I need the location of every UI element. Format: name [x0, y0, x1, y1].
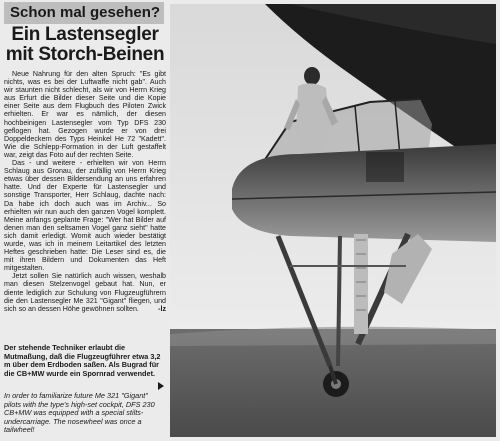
body-paragraph: Neue Nahrung für den alten Spruch: "Es gibt nichts, was es bei der Luftwaffe nicht gab". Auch wir staunten nicht schlecht, als wir von Herrn Krieg aus Erfurt die Bilder dieser Seite und die Kopie einer Seite aus dem Flugbuch des Piloten Zwick erhielten. Er war es nämlich, der diesen hochbeinigen Lastensegler vom Typ DFS 230 geflogen hat. Gezogen wurde er von drei Doppeldeckern des Typs Heinkel He 72 "Kadett". Wie die Schlepp-Formation in der Luft gestaffelt war, zeigt das Foto auf der rechten Seite. [4, 70, 166, 159]
body-paragraph: Jetzt sollen Sie natürlich auch wissen, weshalb man diesen Stelzenvogel gebaut hat. Nun, er diente lediglich zur Schulung von Flugzeugführern die den Lastensegler Me 321 "Gigant" fliegen, und sich so an dessen Höhe gewöhnen sollten. [4, 272, 166, 313]
caption-german: Der stehende Techniker erlaubt die Mutmaßung, daß die Flugzeugführer etwa 3,2 m über dem Erdboden saßen. Als Bugrad für die CB+MW wurde ein Spornrad verwendet. [4, 344, 161, 379]
glider-on-stilts-photo [170, 4, 496, 437]
headline-line-1: Ein Lastensegler [11, 24, 159, 45]
kicker-banner [4, 2, 164, 24]
caption-english: In order to familiarize future Me 321 "Gigant" pilots with the type's high-set cockpit, DFS 230 CB+MW was equipped with a special stilts-undercarriage. The nosewheel was once a tailwheel! [4, 392, 155, 435]
photo-illustration [170, 4, 496, 437]
body-paragraph: Das - und weitere - erhielten wir von Herrn Schlaug aus Gronau, der zufällig von Herrn Krieg etwas über dessen Bildersendung an uns erfahren hatte. Und der Experte für Lastensegler und sonstige Transporter, Herr Schlaug, dachte nach: Da habe ich doch auch was im Archiv... So erhielten wir nun auch den ganzen Vogel komplett. Meine anfangs geplante Frage: "Wer hat Bilder auf denen man den seltsamen Vogel ganz sieht" hatte sich damit erledigt. Womit auch wieder bestätigt wurde, was ich in meinem Leitartikel des letzten Heftes geschrieben hatte: Die Leser sind es, die mit ihren Bildern und Dokumenten das Heft mitgestalten. [4, 159, 166, 273]
headline [4, 25, 166, 65]
pointer-arrow-icon [158, 382, 164, 390]
article-body [4, 70, 166, 342]
author-signature: -lz [158, 304, 166, 313]
kicker-text: Schon mal gesehen? [10, 4, 161, 21]
headline-line-2: mit Storch-Beinen [5, 44, 165, 65]
